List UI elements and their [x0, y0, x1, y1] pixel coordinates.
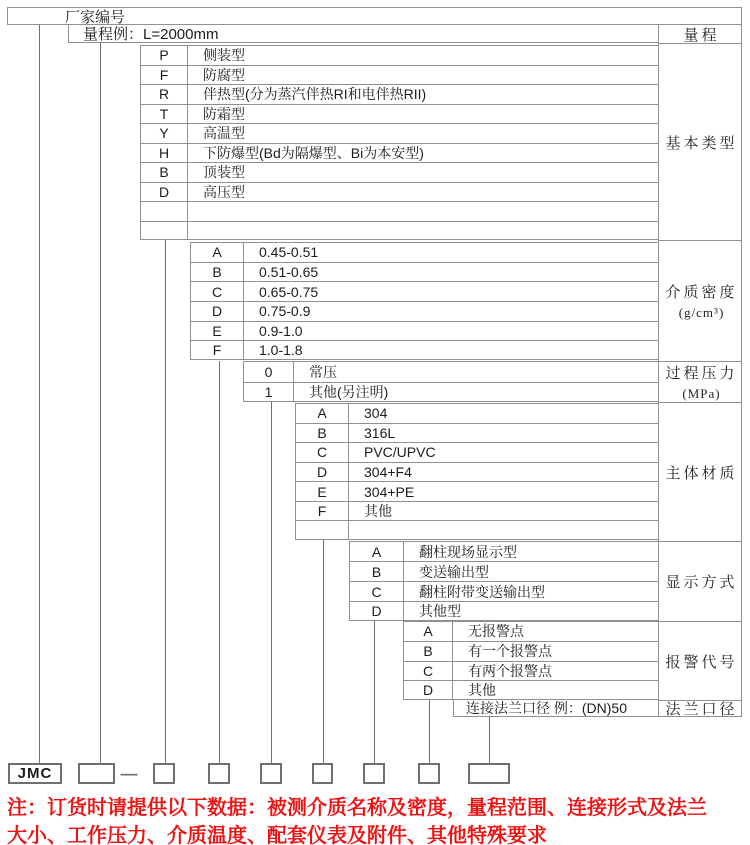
basic-type-desc-cell — [187, 221, 658, 241]
order-note-line1: 注：订货时请提供以下数据：被测介质名称及密度，量程范围、连接形式及法兰 — [7, 797, 707, 819]
process-pressure-desc-cell: 其他(另注明) — [293, 382, 658, 403]
body-material-desc-cell — [348, 520, 658, 540]
alarm-code-desc-cell: 有一个报警点 — [452, 641, 658, 661]
flange-size-row: 连接法兰口径 例：(DN)50 — [453, 700, 658, 717]
basic-type-code-cell: P — [140, 45, 187, 65]
process-pressure-code-cell: 0 — [243, 361, 293, 382]
medium-density-code-cell: B — [190, 262, 243, 282]
medium-density-code-cell: A — [190, 242, 243, 262]
basic-type-label — [658, 43, 742, 240]
display-mode-label-text: 显示方式 — [665, 575, 738, 591]
body-material-code-cell: A — [295, 403, 348, 423]
process-pressure-code-cell: 1 — [243, 382, 293, 403]
display-mode-desc-cell: 其他型 — [403, 601, 658, 621]
basic-type-desc-cell: 高压型 — [187, 182, 658, 202]
body-material-desc-cell: PVC/UPVC — [348, 442, 658, 462]
medium-density-code-cell: C — [190, 281, 243, 301]
model-prefix-box: JMC — [8, 763, 62, 784]
body-material-label — [658, 402, 742, 541]
display-mode-code-cell: B — [349, 561, 403, 581]
basic-type-code-cell: Y — [140, 123, 187, 143]
medium-density-desc-cell: 1.0-1.8 — [243, 340, 658, 360]
body-material-desc-cell: 其他 — [348, 501, 658, 521]
display-mode-code-cell: A — [349, 541, 403, 561]
leader-line — [219, 361, 220, 764]
separator-dash: — — [120, 763, 138, 783]
body-material-code-cell — [295, 520, 348, 540]
body-material-desc-cell: 304+PE — [348, 481, 658, 501]
body-material-code-cell: C — [295, 442, 348, 462]
alarm-code-code-cell: C — [403, 661, 452, 681]
basic-type-code-cell: F — [140, 65, 187, 85]
alarm-code-label — [658, 621, 742, 700]
body-material-code-cell: E — [295, 481, 348, 501]
process-pressure-desc-cell: 常压 — [293, 361, 658, 382]
display-mode-code-cell: D — [349, 601, 403, 621]
model-code-box — [312, 763, 333, 784]
order-note-line2: 大小、工作压力、介质温度、配套仪表及附件、其他特殊要求 — [7, 825, 547, 845]
basic-type-desc-cell — [187, 201, 658, 221]
medium-density-desc-cell: 0.9-1.0 — [243, 321, 658, 341]
model-code-box — [260, 763, 282, 784]
basic-type-desc-cell: 顶装型 — [187, 162, 658, 182]
model-code-box — [418, 763, 440, 784]
order-note — [7, 794, 747, 845]
leader-line — [165, 240, 166, 764]
range-label: 量程 — [658, 25, 742, 43]
alarm-code-code-cell: A — [403, 621, 452, 641]
alarm-code-desc-cell: 其他 — [452, 680, 658, 700]
body-material-desc-cell: 316L — [348, 423, 658, 443]
alarm-code-code-cell: B — [403, 641, 452, 661]
basic-type-desc-cell: 高温型 — [187, 123, 658, 143]
basic-type-code-cell: H — [140, 143, 187, 163]
medium-density-label — [658, 240, 742, 361]
basic-type-code-cell: B — [140, 162, 187, 182]
basic-type-desc-cell: 防腐型 — [187, 65, 658, 85]
medium-density-desc-cell: 0.75-0.9 — [243, 301, 658, 321]
basic-type-label-text: 基本类型 — [665, 135, 738, 152]
medium-density-code-cell: E — [190, 321, 243, 341]
body-material-desc-cell: 304 — [348, 403, 658, 423]
medium-density-desc-cell: 0.45-0.51 — [243, 242, 658, 262]
model-code-box — [468, 763, 510, 784]
basic-type-code-cell: T — [140, 104, 187, 124]
process-pressure-label — [658, 361, 742, 402]
leader-line — [100, 43, 101, 764]
leader-line — [489, 717, 490, 764]
model-code-box — [78, 763, 115, 784]
display-mode-code-cell: C — [349, 581, 403, 601]
leader-line — [429, 700, 430, 764]
process-pressure-label-unit: (MPa) — [682, 386, 721, 401]
display-mode-desc-cell: 翻柱附带变送输出型 — [403, 581, 658, 601]
basic-type-code-cell: D — [140, 182, 187, 202]
body-material-code-cell: B — [295, 423, 348, 443]
basic-type-desc-cell: 伴热型(分为蒸汽伴热RI和电伴热RII) — [187, 84, 658, 104]
medium-density-code-cell: F — [190, 340, 243, 360]
body-material-desc-cell: 304+F4 — [348, 462, 658, 482]
display-mode-desc-cell: 变送输出型 — [403, 561, 658, 581]
basic-type-desc-cell: 防霜型 — [187, 104, 658, 124]
model-code-box — [208, 763, 230, 784]
alarm-code-label-text: 报警代号 — [665, 654, 738, 671]
alarm-code-code-cell: D — [403, 680, 452, 700]
leader-line — [374, 621, 375, 764]
basic-type-code-cell — [140, 221, 187, 241]
basic-type-desc-cell: 下防爆型(Bd为隔爆型、Bi为本安型) — [187, 143, 658, 163]
basic-type-code-cell — [140, 201, 187, 221]
alarm-code-desc-cell: 无报警点 — [452, 621, 658, 641]
medium-density-label-unit: (g/cm³) — [678, 305, 725, 320]
model-code-box — [363, 763, 385, 784]
body-material-code-cell: F — [295, 501, 348, 521]
flange-size-label: 法兰口径 — [658, 700, 742, 717]
display-mode-desc-cell: 翻柱现场显示型 — [403, 541, 658, 561]
medium-density-desc-cell: 0.65-0.75 — [243, 281, 658, 301]
alarm-code-desc-cell: 有两个报警点 — [452, 661, 658, 681]
leader-line — [39, 25, 40, 764]
basic-type-code-cell: R — [140, 84, 187, 104]
medium-density-desc-cell: 0.51-0.65 — [243, 262, 658, 282]
medium-density-label-text: 介质密度 — [665, 285, 738, 301]
range-example-row: 量程例：L=2000mm — [68, 25, 658, 43]
body-material-code-cell: D — [295, 462, 348, 482]
medium-density-code-cell: D — [190, 301, 243, 321]
basic-type-desc-cell: 侧装型 — [187, 45, 658, 65]
body-material-label-text: 主体材质 — [665, 465, 738, 482]
leader-line — [271, 402, 272, 764]
leader-line — [323, 540, 324, 764]
model-code-box — [153, 763, 175, 784]
process-pressure-label-text: 过程压力 — [665, 366, 738, 382]
display-mode-label — [658, 541, 742, 621]
manufacturer-number-row: 厂家编号 — [7, 7, 742, 25]
